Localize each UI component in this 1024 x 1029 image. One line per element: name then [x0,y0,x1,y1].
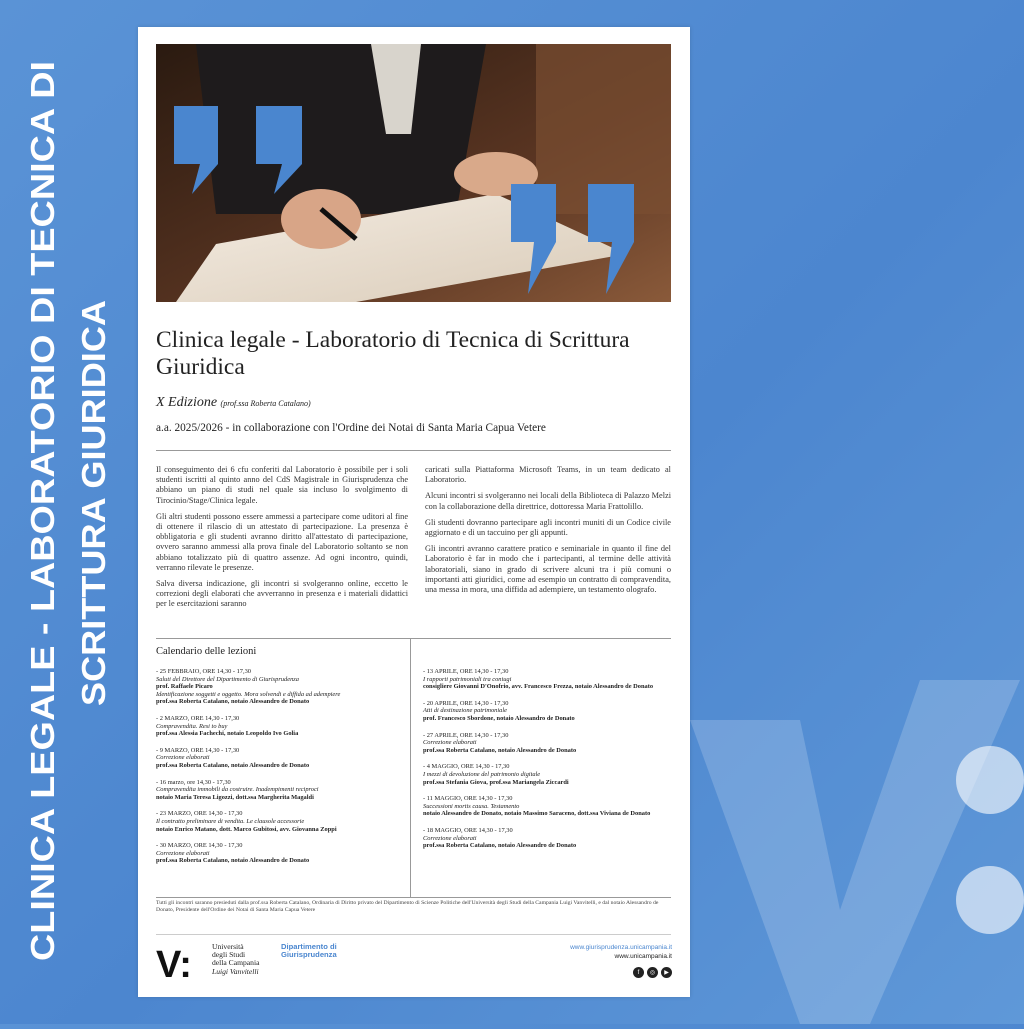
university-line: degli Studi [212,950,246,960]
poster [138,27,690,997]
lesson-date: - 11 MAGGIO, ORE 14,30 - 17,30 [423,795,513,803]
lesson-item [156,810,406,833]
lesson-date: - 20 APRILE, ORE 14,30 - 17,30 [423,699,509,707]
lesson-topic: Identificazione soggetti e oggetto. Mora solvendi e diffida ad adempiere [156,690,341,698]
lesson-speakers: prof. Raffaele Picaro [156,683,213,691]
lesson-topic: Compravendita. Resi to buy [156,722,228,730]
lesson-speakers: notaio Enrico Matano, dott. Marco Gubitosi, avv. Giovanna Zoppi [156,825,337,833]
header-photo [156,44,671,302]
edition-professor: (prof.ssa Roberta Catalano) [220,399,311,408]
lesson-speakers: notaio Maria Teresa Ligozzi, dott.ssa Margherita Magaldi [156,793,314,801]
website-links [570,943,672,961]
university-name [212,943,259,976]
academic-year-line: a.a. 2025/2026 - in collaborazione con l'Ordine dei Notai di Santa Maria Capua Vetere [156,422,546,434]
divider [156,638,671,639]
lesson-item [423,795,671,818]
lesson-topic: Correzione elaborati [156,754,210,762]
side-title-line2: SCRITTURA GIURIDICA [75,335,112,706]
footnote: Tutti gli incontri saranno presieduti dalla prof.ssa Roberta Catalano, Ordinaria di Diritto privato del Dipartimento di Scienze Politiche dell'Università degli Studi della Campania Luigi Vanvitelli, e dal notaio Alessandro de Donato, Presidente dell'Ordine dei Notai di Santa Maria Capua Vetere [156,900,659,913]
lesson-item [423,732,671,755]
intro-paragraph: caricati sulla Piattaforma Microsoft Teams, in un team dedicato al Laboratorio. [425,465,671,485]
lesson-speakers: prof.ssa Roberta Catalano, notaio Alessandro de Donato [156,698,310,706]
lesson-item [156,747,406,770]
intro-paragraph: Gli altri studenti possono essere ammessi a partecipare come uditori al fine di ottenere il rilascio di un attestato di partecipazione. La presenza è obbligatoria e gli studenti avranno diritto all'attestato di partecipazione, ovvero saranno ammessi alla prova finale del Laboratorio soltanto se non abbiano totalizzato più di quattro assenze. Ad ogni incontro, quindi, verranno rilevate le presenze. [156,511,408,572]
lesson-speakers: prof.ssa Roberta Catalano, notaio Alessandro de Donato [156,857,310,865]
lesson-topic: I rapporti patrimoniali tra coniugi [423,675,512,683]
intro-paragraph: Alcuni incontri si svolgeranno nei locali della Biblioteca di Palazzo Melzi con la collaborazione della direttrice, dottoressa Maria Frattolillo. [425,491,671,511]
column-divider [410,638,411,898]
lesson-topic: Atti di destinazione patrimoniale [423,707,507,715]
social-icons [633,967,672,978]
lesson-date: - 13 APRILE, ORE 14,30 - 17,30 [423,668,509,675]
department-website-link[interactable]: www.giurisprudenza.unicampania.it [570,944,672,951]
department-line: Giurisprudenza [281,950,337,960]
university-line: della Campania [212,958,260,968]
logo-mark: V: [156,944,192,983]
intro-right-column [425,465,671,601]
divider [156,450,671,451]
department-name [281,943,337,960]
lesson-speakers: prof.ssa Alessia Fachechi, notaio Leopoldo Ivo Golia [156,730,299,738]
edition-line [156,395,311,411]
university-line: Università [212,942,244,951]
lesson-topic: Compravendita immobili da costruire. Inadempimenti reciproci [156,786,319,794]
edition: X Edizione [156,395,218,410]
lesson-topic: I mezzi di devoluzione del patrimonio digitale [423,770,541,778]
calendar-title: Calendario delle lezioni [156,646,257,657]
lesson-speakers: consigliere Giovanni D'Onofrio, avv. Francesco Frezza, notaio Alessandro de Donato [423,683,654,691]
department-line: Dipartimento di [281,942,337,951]
lesson-date: - 30 MARZO, ORE 14,30 - 17,30 [156,842,243,850]
intro-left-column [156,465,408,616]
lesson-item [156,842,406,865]
lesson-date: - 2 MARZO, ORE 14,30 - 17,30 [156,714,240,722]
divider [156,897,671,898]
intro-paragraph: Salva diversa indicazione, gli incontri si svolgeranno online, eccetto le correzioni degli elaborati che avverranno in presenza e i materiali didattici per le esercitazioni saranno [156,579,408,609]
lesson-date: - 23 MARZO, ORE 14,30 - 17,30 [156,810,243,818]
lessons-right [423,668,671,859]
lesson-speakers: prof.ssa Roberta Catalano, notaio Alessandro de Donato [423,842,577,850]
lesson-topic: Correzione elaborati [423,739,477,747]
university-website-link[interactable]: www.unicampania.it [614,953,672,960]
lesson-date: - 9 MARZO, ORE 14,30 - 17,30 [156,746,240,754]
lesson-item [156,779,406,802]
youtube-icon[interactable]: ▶ [661,967,672,978]
intro-paragraph: Gli studenti dovranno partecipare agli incontri muniti di un Codice civile aggiornato e di un taccuino per gli appunti. [425,517,671,538]
intro-paragraph: Il conseguimento dei 6 cfu conferiti dal Laboratorio è possibile per i soli studenti iscritti al quinto anno del CdS Magistrale in Giurisprudenza che abbiano un piano di studi nel quale sia incluso lo svolgimento di Tirocinio/Stage/Clinica legale. [156,465,408,505]
lesson-topic: Successioni mortis causa. Testamento [423,802,520,810]
lesson-item [156,668,406,706]
university-line: Luigi Vanvitelli [212,966,259,976]
lesson-speakers: prof.ssa Stefania Giova, prof.ssa Mariangela Ziccardi [423,778,569,786]
poster-title: Clinica legale - Laboratorio di Tecnica di Scrittura Giuridica [156,327,630,380]
lesson-item [423,668,671,691]
lesson-topic: Correzione elaborati [156,849,210,857]
university-logo [156,943,208,988]
lesson-item [423,827,671,850]
lesson-speakers: prof. Francesco Sbordone, notaio Alessandro de Donato [423,714,575,722]
lesson-topic: Correzione elaborati [423,834,477,842]
side-title-line1: CLINICA LEGALE - LABORATORIO DI TECNICA DI [24,174,61,961]
lessons-left [156,668,406,874]
lesson-date: - 27 APRILE, ORE 14,30 - 17,30 [423,731,509,739]
background-logo-watermark [690,640,1024,1024]
lesson-item [156,715,406,738]
lesson-speakers: notaio Alessandro de Donato, notaio Massimo Saraceno, dott.ssa Viviana de Donato [423,810,651,818]
lesson-topic: Il contratto preliminare di vendita. Le clausole accessorie [156,817,305,825]
lesson-speakers: prof.ssa Roberta Catalano, notaio Alessandro de Donato [156,761,310,769]
facebook-icon[interactable]: f [633,967,644,978]
instagram-icon[interactable]: ◎ [647,967,658,978]
lesson-date: - 4 MAGGIO, ORE 14,30 - 17,30 [423,763,510,771]
side-title [0,0,127,1024]
lesson-item [423,700,671,723]
divider [156,934,671,935]
intro-paragraph: Gli incontri avranno carattere pratico e seminariale in quanto il fine del Laboratorio è far in modo che i partecipanti, al termine delle attività laboratoriali, siano in grado di scrivere alcuni tra i più comuni o importanti atti giuridici, come ad esempio un contratto di compravendita, una messa in mora, una diffida ad adempiere, un testamento olografo. [425,544,671,595]
lesson-topic: Saluti del Direttore del Dipartimento di Giurisprudenza [156,675,299,683]
lesson-date: - 25 FEBBRAIO, ORE 14,30 - 17,30 [156,668,251,675]
lesson-date: - 18 MAGGIO, ORE 14,30 - 17,30 [423,826,513,834]
lesson-item [423,763,671,786]
lesson-speakers: prof.ssa Roberta Catalano, notaio Alessandro de Donato [423,746,577,754]
lesson-date: - 16 marzo, ore 14,30 - 17,30 [156,778,231,786]
